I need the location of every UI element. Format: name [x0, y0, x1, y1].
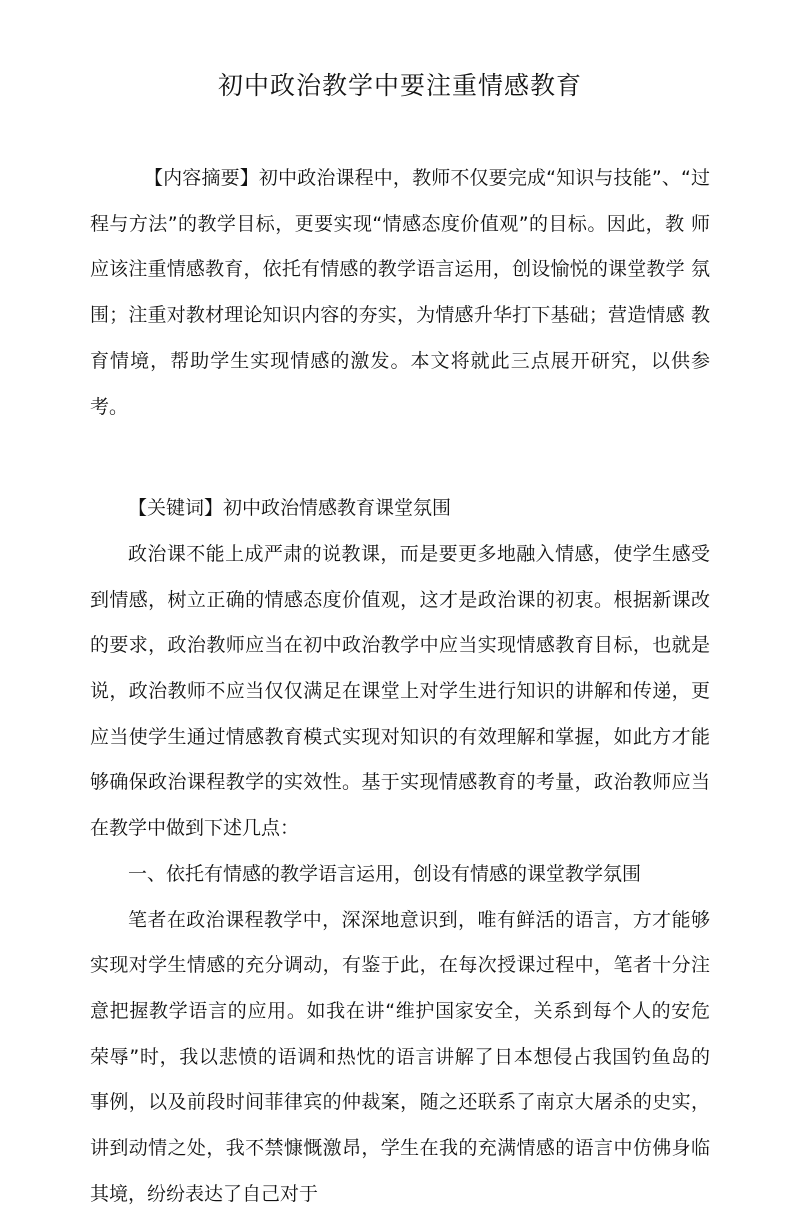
document-title: 初中政治教学中要注重情感教育: [217, 71, 582, 100]
keywords-paragraph: 【关键词】初中政治情感教育课堂氛围: [128, 497, 452, 520]
section-body-1: 笔者在政治课程教学中，深深地意识到，唯有鲜活的语言，方才能够 实现对学生情感的充分调动，有鉴于此，在每次授课过程中，笔者十分注 意把握教学语言的应用。如我在讲“维护国家安全，关系到每个人的安危 荣辱”时，我以悲愤的语调和热忱的语言讲解了日本想侵占我国钓鱼岛的 事例，以及前段时间菲律宾的仲裁案，随之还联系了南京大屠杀的史实， 讲到动情之处，我不禁慷慨激昂，学生在我的充满情感的语言中仿佛身临 其境，纷纷表达了自己对于: [90, 908, 710, 1205]
intro-paragraph: 政治课不能上成严肃的说教课，而是要更多地融入情感，使学生感受 到情感，树立正确的情感态度价值观，这才是政治课的初衷。根据新课改 的要求，政治教师应当在初中政治教学中应当实现情感教育目标，也就是 说，政治教师不应当仅仅满足在课堂上对学生进行知识的讲解和传递，更 应当使学生通过情感教育模式实现对知识的有效理解和掌握，如此方才能 够确保政治课程教学的实效性。基于实现情感教育的考量，政治教师应当 在教学中做到下述几点：: [90, 542, 710, 840]
abstract-paragraph: 【内容摘要】初中政治课程中，教师不仅要完成“知识与技能”、“过程与方法”的教学目标，更要实现“情感态度价值观”的目标。因此，教 师应该注重情感教育，依托有情感的教学语言运用，创设愉悦的课堂教学 氛围；注重对教材理论知识内容的夯实，为情感升华打下基础；营造情感 教育情境，帮助学生实现情感的激发。本文将就此三点展开研究，以供参 考。: [90, 167, 710, 418]
section-heading-1: 一、依托有情感的教学语言运用，创设有情感的课堂教学氛围: [128, 862, 642, 885]
